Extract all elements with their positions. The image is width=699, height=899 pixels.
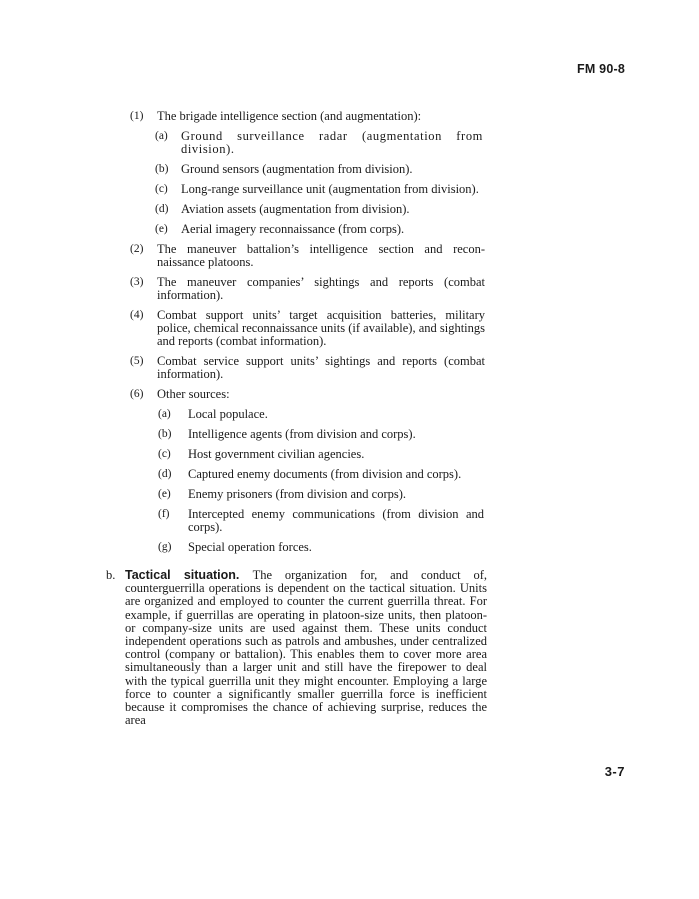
list-item	[0, 110, 699, 123]
list-item	[0, 541, 699, 554]
list-item	[0, 276, 699, 302]
list-item-label: (a)	[158, 408, 171, 420]
list-item-text: The maneuver battalion’s intelligence section and recon-naissance platoons.	[157, 242, 485, 269]
list-item	[0, 309, 699, 348]
list-item-text: The maneuver companies’ sightings and reports (combat information).	[157, 275, 485, 302]
list-item	[0, 130, 699, 156]
list-item-text: Ground sensors (augmentation from division).	[181, 162, 413, 176]
paragraph-heading: Tactical situation.	[125, 568, 253, 582]
list-item-text: Captured enemy documents (from division and corps).	[188, 467, 462, 481]
list-item-text: Host government civilian agencies.	[188, 447, 365, 461]
list-item	[0, 448, 699, 461]
list-item-label: (f)	[158, 508, 170, 520]
list-item-text: Special operation forces.	[188, 540, 312, 554]
paragraph-b	[0, 569, 699, 727]
list-item	[0, 203, 699, 216]
sources-list	[0, 110, 699, 554]
list-item-text: Intercepted enemy communications (from division and corps).	[188, 507, 484, 534]
page-content	[0, 110, 699, 727]
list-item-text: Enemy prisoners (from division and corps).	[188, 487, 407, 501]
list-item-text: Long-range surveillance unit (augmentation from division).	[181, 182, 479, 196]
list-item-label: (d)	[158, 468, 172, 480]
list-item-text: Aviation assets (augmentation from division).	[181, 202, 410, 216]
list-item	[0, 508, 699, 534]
list-item-label: (b)	[155, 163, 169, 175]
list-item-label: (6)	[130, 388, 144, 400]
list-item-text: Combat support units’ target acquisition batteries, military police, chemical reconnaissance units (if available), and sightings and reports (combat information).	[157, 308, 486, 348]
list-item-label: (e)	[158, 488, 171, 500]
list-item-label: (e)	[155, 223, 168, 235]
list-item-label: (3)	[130, 276, 144, 288]
list-item	[0, 163, 699, 176]
list-item-label: (c)	[155, 183, 168, 195]
list-item-text: Intelligence agents (from division and corps).	[188, 427, 416, 441]
list-item-label: (c)	[158, 448, 171, 460]
list-item	[0, 408, 699, 421]
list-item-label: (g)	[158, 541, 172, 553]
list-item-text: Other sources:	[157, 387, 230, 401]
list-item	[0, 243, 699, 269]
list-item-text: Local populace.	[188, 407, 268, 421]
list-item-label: (b)	[158, 428, 172, 440]
list-item-label: (4)	[130, 309, 144, 321]
list-item-text: Combat service support units’ sightings and reports (combat information).	[157, 354, 485, 381]
list-item	[0, 223, 699, 236]
list-item-label: (d)	[155, 203, 169, 215]
list-item-label: (1)	[130, 110, 144, 122]
list-item-label: (2)	[130, 243, 144, 255]
list-item-label: (5)	[130, 355, 144, 367]
list-item-text: Ground surveillance radar (augmentation from division).	[181, 129, 483, 156]
list-item	[0, 488, 699, 501]
list-item-label: (a)	[155, 130, 168, 142]
paragraph-body	[125, 569, 487, 727]
list-item	[0, 183, 699, 196]
document-id: FM 90-8	[577, 62, 625, 76]
list-item-text: Aerial imagery reconnaissance (from corps).	[181, 222, 405, 236]
list-item	[0, 428, 699, 441]
page-number: 3-7	[604, 764, 625, 779]
list-item-text: The brigade intelligence section (and augmentation):	[157, 109, 422, 123]
paragraph-text: The organization for, and conduct of, counterguerrilla operations is dependent on the tactical situation. Units are organized and employed to counter the current guerrilla threat. For example, if guerrillas are operating in platoon-size units, then platoon- or company-size units are used against them. These units conduct independent operations such as patrols and ambushes, under centralized control (company or battalion). This enables them to cover more area simultaneously than a larger unit and still have the firepower to deal with the typical guerrilla unit they might encounter. Employing a large force to counter a significantly smaller guerrilla force is inefficient because it compromises the chance of achieving surprise, reduces the area	[125, 568, 488, 728]
list-item	[0, 468, 699, 481]
list-item	[0, 388, 699, 401]
list-item	[0, 355, 699, 381]
paragraph-label: b.	[106, 568, 116, 582]
